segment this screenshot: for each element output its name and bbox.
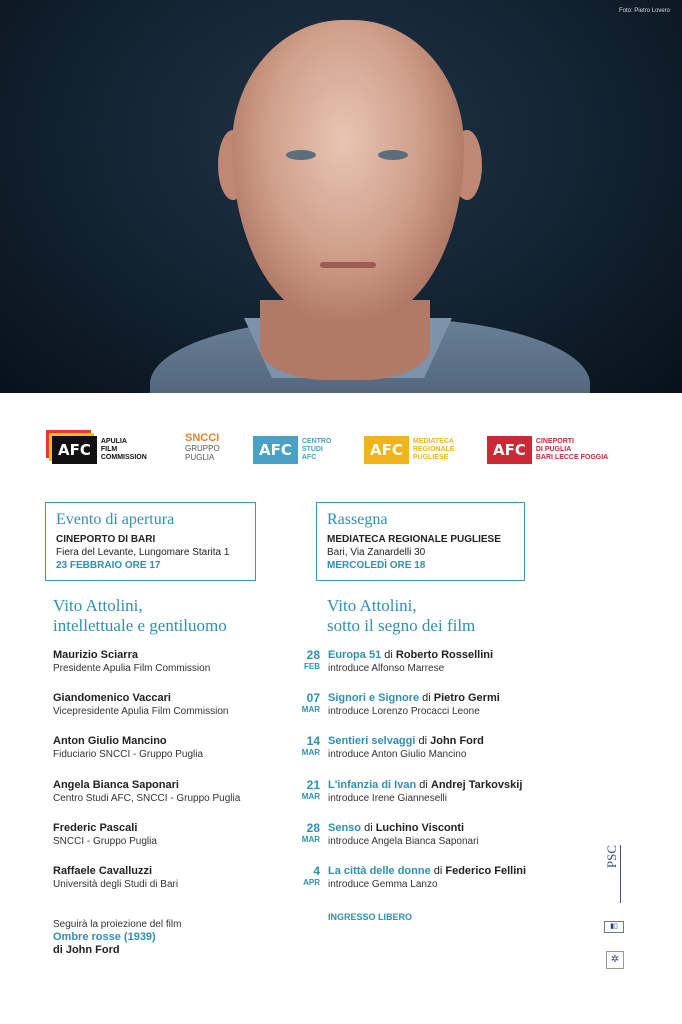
- list-item: [53, 821, 293, 864]
- film-director: Andrej Tarkovskij: [430, 778, 523, 791]
- centro-studi-afc-logo: AFC CENTRO STUDI AFC: [253, 432, 331, 468]
- portrait-photo: [0, 0, 682, 393]
- film-director: Pietro Germi: [433, 692, 500, 705]
- series-when: MERCOLEDÌ ORE 18: [327, 560, 426, 571]
- list-item: 21 MAR L'infanzia di Ivan di Andrej Tarkovskij introduce Irene Gianneselli: [298, 778, 598, 821]
- film-day: 4: [313, 863, 320, 878]
- series-title: Rassegna: [327, 511, 388, 528]
- speaker-name: Giandomenico Vaccari: [53, 692, 171, 705]
- film-month: MAR: [301, 791, 320, 801]
- follow-film: Ombre rosse (1939): [53, 931, 156, 943]
- left-section-title: Vito Attolini, intellettuale e gentiluomo: [53, 596, 227, 635]
- opening-title: Evento di apertura: [56, 511, 175, 528]
- film-intro: introduce Alfonso Marrese: [328, 663, 445, 674]
- apulia-film-commission-logo: AFC APULIA FILM COMMISSION: [52, 432, 147, 468]
- film-month: MAR: [301, 705, 320, 715]
- list-item: [53, 734, 293, 777]
- follow-director: di John Ford: [53, 944, 120, 956]
- film-month: FEB: [304, 662, 320, 671]
- opening-event-box: [45, 502, 256, 581]
- film-month: MAR: [301, 748, 320, 758]
- series-venue: MEDIATECA REGIONALE PUGLIESE: [327, 534, 501, 545]
- speaker-role: Vicepresidente Apulia Film Commission: [53, 706, 229, 718]
- film-intro: introduce Irene Gianneselli: [328, 792, 447, 804]
- film-intro: introduce Angela Bianca Saponari: [328, 835, 479, 847]
- film-title: Senso: [328, 821, 362, 834]
- right-section-title: Vito Attolini, sotto il segno dei film: [327, 596, 476, 635]
- film-intro: introduce Lorenzo Procacci Leone: [328, 706, 480, 718]
- list-item: [53, 778, 293, 821]
- list-item: 28 MAR Senso di Luchino Visconti introduce Angela Bianca Saponari: [298, 821, 598, 864]
- film-director: Federico Fellini: [445, 864, 527, 877]
- film-schedule: [298, 648, 598, 907]
- eye-left: [286, 150, 316, 160]
- film-title: Signori e Signore: [328, 692, 420, 705]
- film-intro: introduce Gemma Lanzo: [328, 878, 438, 890]
- speaker-role: SNCCI - Gruppo Puglia: [53, 835, 157, 847]
- cineporti-di-puglia-logo: AFC CINEPORTI DI PUGLIA BARI LECCE FOGGIA: [487, 432, 608, 468]
- film-director: Roberto Rossellini: [395, 649, 494, 661]
- opening-when: 23 FEBBRAIO ORE 17: [56, 560, 161, 571]
- speaker-name: Anton Giulio Mancino: [53, 735, 167, 748]
- list-item: 28 FEB Europa 51 di Roberto Rossellini introduce Alfonso Marrese: [298, 648, 598, 691]
- film-director: Luchino Visconti: [375, 821, 465, 834]
- film-day: 07: [306, 691, 320, 706]
- film-title: La città delle donne: [328, 864, 431, 877]
- follow-intro: Seguirà la proiezione del film: [53, 919, 182, 930]
- film-title: Sentieri selvaggi: [328, 735, 416, 748]
- speaker-role: Centro Studi AFC, SNCCI - Gruppo Puglia: [53, 792, 241, 804]
- film-day: 28: [306, 820, 320, 835]
- follow-up-screening: [53, 918, 273, 957]
- mouth: [320, 262, 376, 268]
- sncci-logo: SNCCI GRUPPO PUGLIA: [185, 432, 220, 462]
- speaker-role: Università degli Studi di Bari: [53, 878, 179, 890]
- list-item: 07 MAR Signori e Signore di Pietro Germi introduce Lorenzo Procacci Leone: [298, 691, 598, 734]
- film-title: L'infanzia di Ivan: [328, 778, 417, 791]
- speaker-name: Frederic Pascali: [53, 821, 138, 834]
- film-day: 28: [306, 648, 320, 662]
- list-item: [53, 864, 293, 907]
- free-entry-label: INGRESSO LIBERO: [328, 912, 413, 922]
- logo-strip: [0, 432, 682, 472]
- list-item: 4 APR La città delle donne di Federico Fellini introduce Gemma Lanzo: [298, 864, 598, 907]
- list-item: 14 MAR Sentieri selvaggi di John Ford introduce Anton Giulio Mancino: [298, 734, 598, 777]
- psc-logo: PSC: [604, 845, 630, 905]
- series-box: [316, 502, 525, 581]
- film-intro: introduce Anton Giulio Mancino: [328, 749, 467, 761]
- eu-stars-icon: ✲: [606, 951, 624, 969]
- face-shape: [232, 20, 464, 320]
- opening-venue: CINEPORTO DI BARI: [56, 534, 156, 545]
- speaker-name: Angela Bianca Saponari: [53, 778, 179, 791]
- film-day: 14: [306, 734, 320, 749]
- eye-right: [378, 150, 408, 160]
- film-month: APR: [303, 877, 320, 887]
- italy-flag-icon: ▮▯: [604, 921, 624, 933]
- list-item: [53, 648, 293, 691]
- film-title: Europa 51: [328, 649, 382, 661]
- speaker-role: Fiduciario SNCCI - Gruppo Puglia: [53, 749, 204, 761]
- film-director: John Ford: [430, 735, 484, 748]
- mediateca-regionale-logo: AFC MEDIATECA REGIONALE PUGLIESE: [364, 432, 455, 468]
- speakers-list: [53, 648, 293, 907]
- speaker-name: Raffaele Cavalluzzi: [53, 864, 153, 877]
- list-item: [53, 691, 293, 734]
- series-address: Bari, Via Zanardelli 30: [327, 547, 426, 558]
- opening-address: Fiera del Levante, Lungomare Starita 1: [56, 547, 230, 558]
- speaker-name: Maurizio Sciarra: [53, 649, 138, 661]
- film-day: 21: [306, 777, 320, 792]
- speaker-role: Presidente Apulia Film Commission: [53, 663, 211, 674]
- photo-credit: Foto: Pietro Lovero: [618, 8, 670, 14]
- film-month: MAR: [301, 834, 320, 844]
